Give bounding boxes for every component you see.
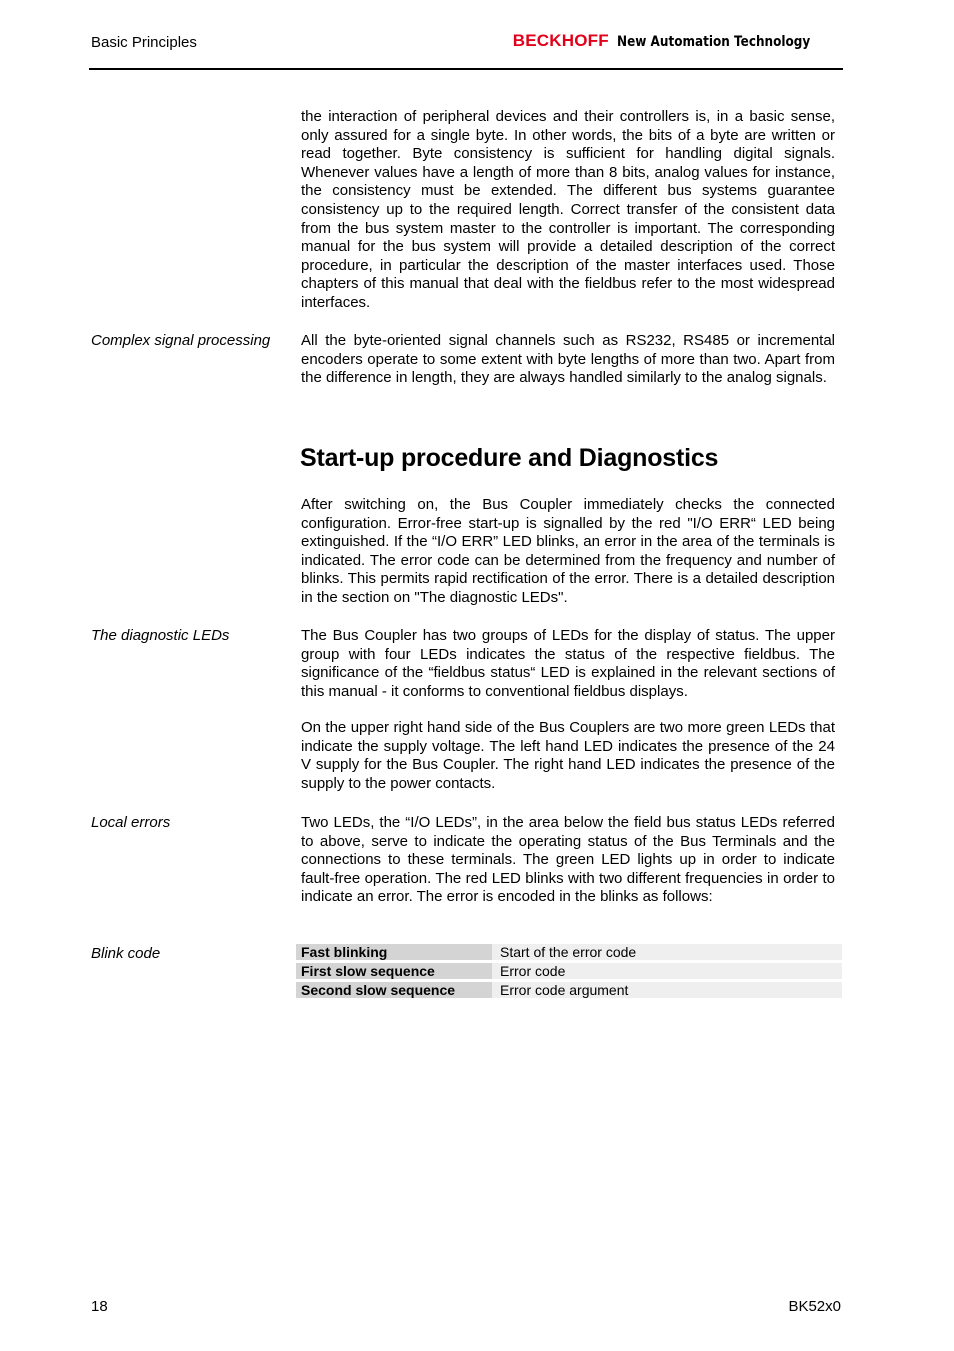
- blink-key: First slow sequence: [296, 963, 492, 979]
- table-row: [296, 963, 842, 979]
- complex-signal-paragraph: All the byte-oriented signal channels such as RS232, RS485 or incremental encoders operate to some extent with byte lengths of more than two. Apart from the difference in length, they are always handled similarly to the analog signals.: [301, 332, 835, 387]
- brand-logo: [513, 31, 842, 51]
- page-number: 18: [91, 1298, 108, 1315]
- beckhoff-logo: BECKHOFF: [512, 31, 609, 50]
- section-title: Start-up procedure and Diagnostics: [300, 444, 719, 472]
- header-divider: [89, 68, 843, 70]
- blink-code-label: Blink code: [91, 945, 161, 962]
- table-row: [296, 982, 842, 998]
- blink-key: Second slow sequence: [296, 982, 492, 998]
- brand-tagline: New Automation Technology: [617, 34, 811, 50]
- document-id: BK52x0: [788, 1298, 841, 1315]
- blink-key: Fast blinking: [296, 944, 492, 960]
- intro-paragraph: the interaction of peripheral devices and their controllers is, in a basic sense, only assured for a single byte. In other words, the bits of a byte are written or read together. Byte consistency is sufficient for handling digital signals. Whenever values have a length of more than 8 bits, analog values for instance, the consistency must be extended. The different bus systems guarantee consistency up to the required length. Correct transfer of the consistent data from the bus system master to the controller is important. The corresponding manual for the bus system will provide a detailed description of the correct procedure, in particular the description of the master interfaces used. Those chapters of this manual that deal with the fieldbus refer to the most widespread interfaces.: [301, 108, 835, 311]
- running-header-section: Basic Principles: [91, 34, 197, 51]
- local-errors-paragraph: Two LEDs, the “I/O LEDs”, in the area below the field bus status LEDs referred to above, serve to indicate the operating status of the Bus Terminals and the connections to these terminals. The green LED lights up in order to indicate fault-free operation. The red LED blinks with two different frequencies in order to indicate an error. The error is encoded in the blinks as follows:: [301, 814, 835, 906]
- blink-value: Error code argument: [492, 982, 842, 998]
- complex-signal-label: Complex signal processing: [91, 332, 271, 349]
- blink-value: Error code: [492, 963, 842, 979]
- blink-value: Start of the error code: [492, 944, 842, 960]
- diagnostic-leds-paragraph-1: The Bus Coupler has two groups of LEDs for the display of status. The upper group with four LEDs indicates the status of the respective fieldbus. The significance of the “fieldbus status“ LED is explained in the relevant sections of this manual - it conforms to conventional fieldbus displays.: [301, 627, 835, 700]
- diagnostic-leds-label: The diagnostic LEDs: [91, 627, 230, 644]
- diagnostic-leds-paragraph-2: On the upper right hand side of the Bus Couplers are two more green LEDs that indicate the supply voltage. The left hand LED indicates the presence of the 24 V supply for the Bus Coupler. The right hand LED indicates the presence of the supply to the power contacts.: [301, 719, 835, 792]
- blink-code-table: [296, 941, 842, 1001]
- startup-paragraph: After switching on, the Bus Coupler immediately checks the connected configuration. Error-free start-up is signalled by the red "I/O ERR“ LED being extinguished. If the “I/O ERR” LED blinks, an error in the area of the terminals is indicated. The error code can be determined from the frequency and number of blinks. This permits rapid rectification of the error. There is a detailed description in the section on "The diagnostic LEDs".: [301, 496, 835, 606]
- local-errors-label: Local errors: [91, 814, 171, 831]
- table-row: [296, 944, 842, 960]
